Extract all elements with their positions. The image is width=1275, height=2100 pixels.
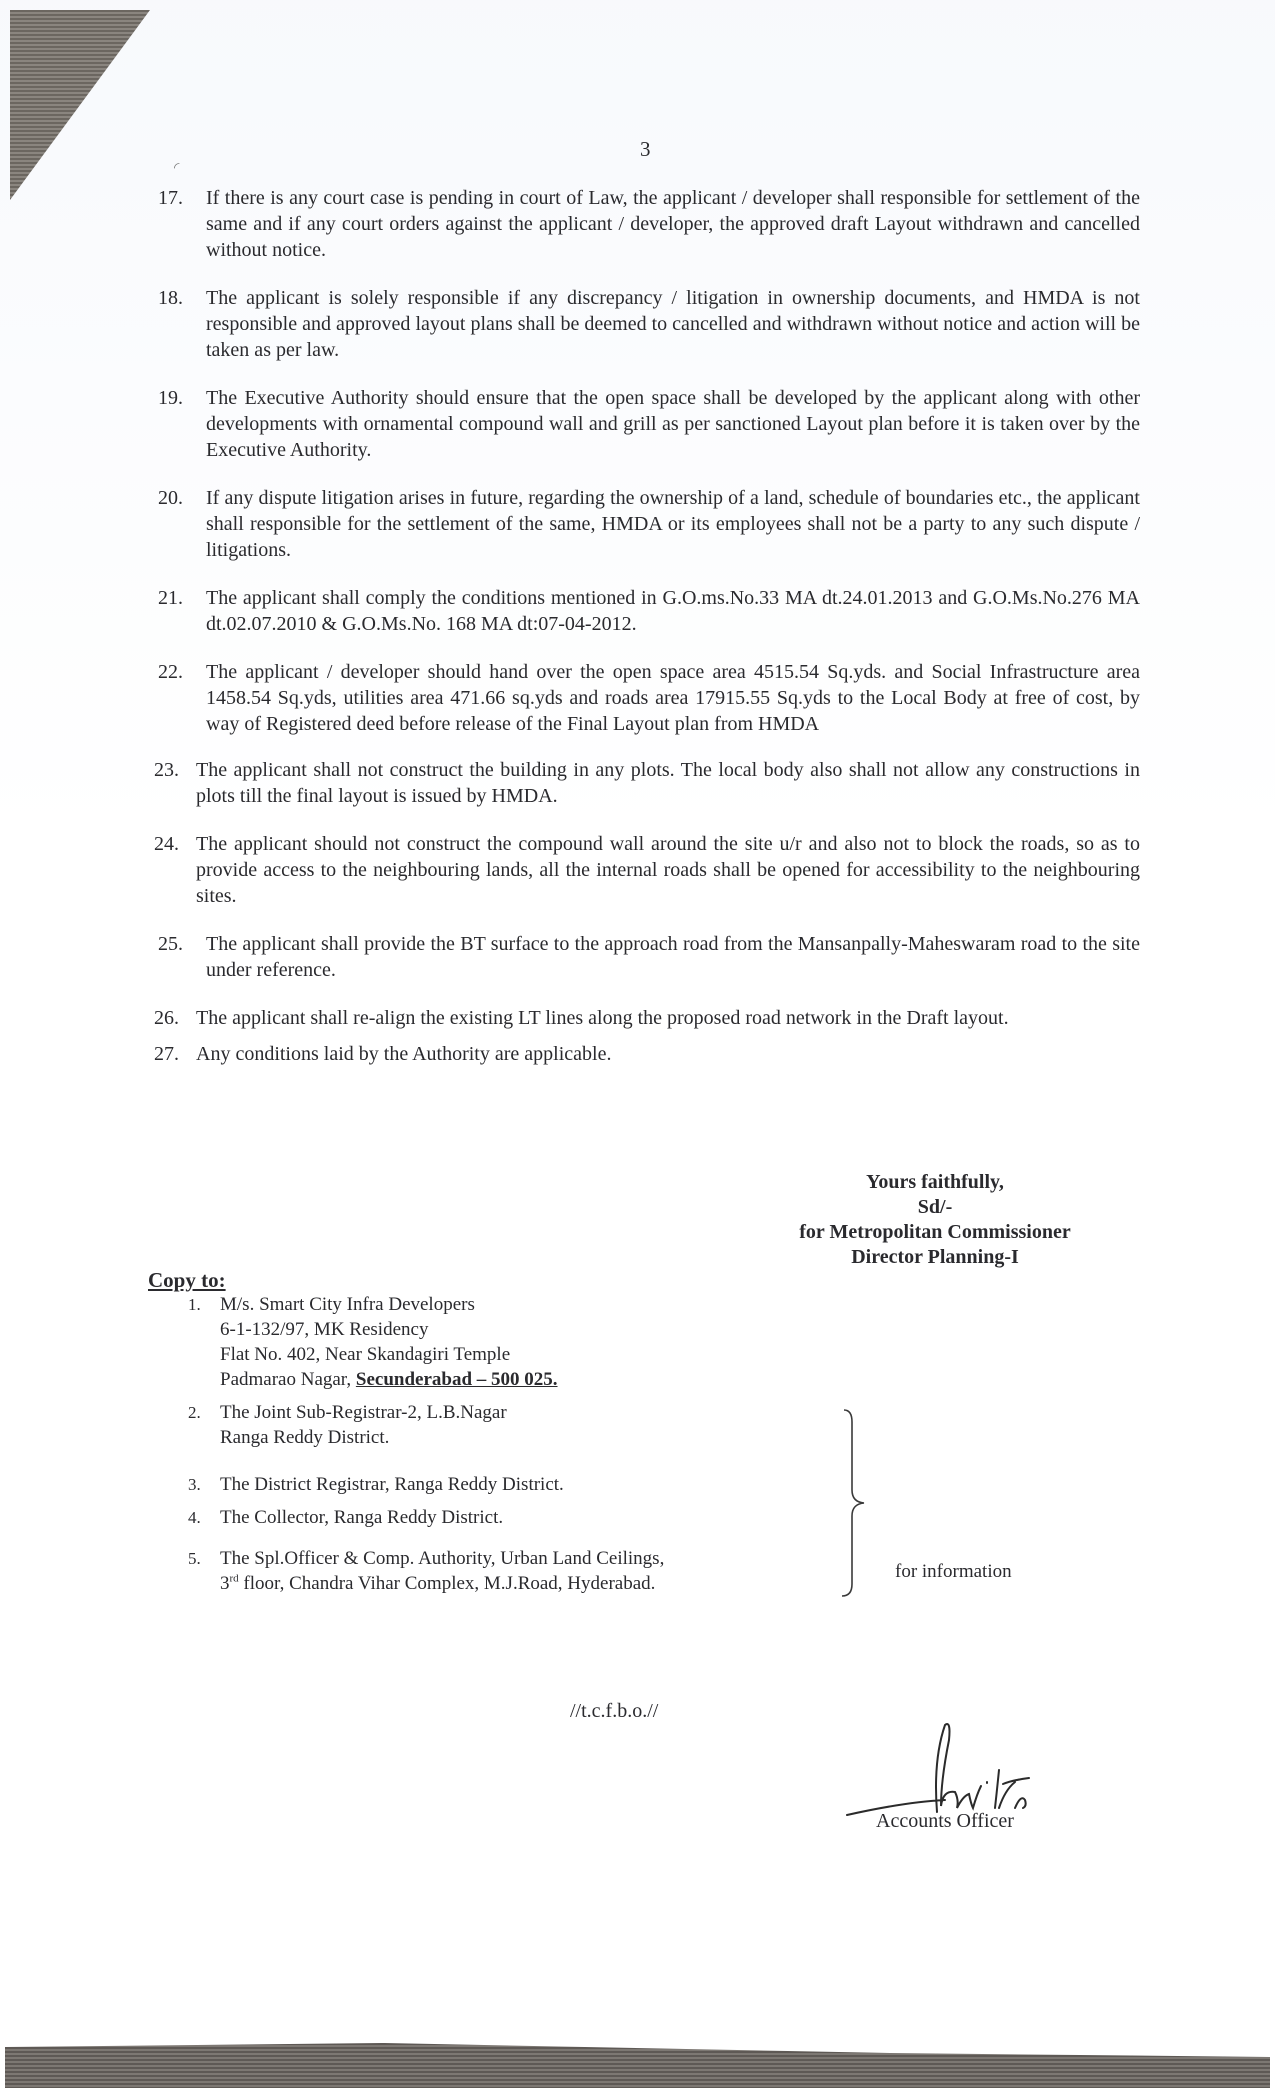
address-line: The Spl.Officer & Comp. Authority, Urban Land Ceilings, — [220, 1548, 665, 1569]
condition-item — [158, 931, 1140, 983]
copy-number: 5. — [188, 1549, 201, 1568]
copy-number: 1. — [188, 1295, 201, 1314]
condition-text: The applicant shall not construct the building in any plots. The local body also shall not allow any constructions in plots till the final layout is issued by HMDA. — [196, 759, 1140, 807]
page-number: 3 — [640, 137, 651, 161]
address-line — [220, 1571, 664, 1596]
copy-item — [180, 1400, 664, 1450]
right-brace-icon — [838, 1408, 878, 1598]
conditions-list — [154, 185, 1140, 1067]
condition-text: The Executive Authority should ensure that the open space shall be developed by the applicant along with other developments with ornamental compound wall and grill as per sanctioned Layout plan before it is taken over by the Executive Authority. — [206, 387, 1140, 461]
signature-icon — [845, 1720, 1065, 1820]
condition-item — [158, 659, 1140, 737]
copy-to-heading: Copy to: — [148, 1268, 226, 1292]
copy-number: 3. — [188, 1475, 201, 1494]
condition-text: If any dispute litigation arises in future, regarding the ownership of a land, schedule of boundaries etc., the applicant shall responsible for the settlement of the same, HMDA or its employees shall not be a party to any such dispute / litigations. — [206, 487, 1140, 561]
condition-text: The applicant is solely responsible if any discrepancy / litigation in ownership documents, and HMDA is not responsible and approved layout plans shall be deemed to cancelled and withdrawn without notice and action will be taken as per law. — [206, 287, 1140, 361]
address-line: Ranga Reddy District. — [220, 1427, 390, 1448]
floor-number: 3 — [220, 1573, 230, 1594]
condition-item — [154, 831, 1140, 909]
condition-item — [158, 185, 1140, 263]
copy-item — [180, 1505, 664, 1530]
condition-item — [158, 585, 1140, 637]
condition-number: 18. — [158, 287, 183, 309]
punch-hole-mark: ◜ — [174, 161, 180, 176]
condition-number: 20. — [158, 487, 183, 509]
condition-number: 26. — [154, 1007, 179, 1029]
signed-mark: Sd/- — [917, 1196, 953, 1218]
copy-number: 2. — [188, 1403, 201, 1422]
address-line: The Joint Sub-Registrar-2, L.B.Nagar — [220, 1402, 507, 1423]
condition-text: The applicant / developer should hand over the open space area 4515.54 Sq.yds. and Social Infrastructure area 1458.54 Sq.yds, utilities area 471.66 sq.yds and roads area 17915.55 Sq.yds to the Local Body at free of cost, by way of Registered deed before release of the Final Layout plan from HMDA — [206, 661, 1140, 735]
closing-block — [770, 1170, 1100, 1270]
condition-number: 23. — [154, 759, 179, 781]
address-line: The District Registrar, Ranga Reddy District. — [220, 1474, 564, 1495]
copy-item — [180, 1546, 664, 1596]
address-prefix: Padmarao Nagar, — [220, 1369, 356, 1390]
signatory-title: Accounts Officer — [876, 1810, 1014, 1832]
condition-item — [158, 385, 1140, 463]
designation: Director Planning-I — [851, 1246, 1019, 1268]
for-information-note: for information — [895, 1561, 1012, 1582]
address-line — [220, 1367, 664, 1392]
condition-text: Any conditions laid by the Authority are applicable. — [196, 1043, 612, 1065]
condition-number: 22. — [158, 661, 183, 683]
condition-number: 17. — [158, 187, 183, 209]
salutation: Yours faithfully, — [866, 1171, 1004, 1193]
copy-item — [180, 1472, 664, 1497]
condition-text: The applicant should not construct the compound wall around the site u/r and also not to block the roads, so as to provide access to the neighbouring lands, all the internal roads shall be opened for accessibility to the neighbouring sites. — [196, 833, 1140, 907]
true-copy-mark: //t.c.f.b.o.// — [570, 1700, 659, 1722]
address-line: 6-1-132/97, MK Residency — [220, 1319, 429, 1340]
condition-number: 21. — [158, 587, 183, 609]
copy-item — [180, 1292, 664, 1392]
address-city: Secunderabad – 500 025. — [355, 1369, 558, 1390]
address-rest: floor, Chandra Vihar Complex, M.J.Road, Hyderabad. — [238, 1573, 656, 1594]
condition-text: The applicant shall re-align the existing LT lines along the proposed road network in the Draft layout. — [196, 1007, 1009, 1029]
condition-text: The applicant shall provide the BT surface to the approach road from the Mansanpally-Maheswaram road to the site under reference. — [206, 933, 1140, 981]
condition-number: 24. — [154, 833, 179, 855]
condition-item — [158, 485, 1140, 563]
condition-number: 27. — [154, 1043, 179, 1065]
condition-item — [154, 1041, 1140, 1067]
ordinal-suffix: rd — [229, 1572, 239, 1585]
condition-number: 25. — [158, 933, 183, 955]
condition-number: 19. — [158, 387, 183, 409]
condition-item — [154, 1005, 1140, 1031]
scan-shadow-bottom — [5, 2035, 1270, 2088]
for-line: for Metropolitan Commissioner — [799, 1221, 1071, 1243]
address-line: Flat No. 402, Near Skandagiri Temple — [220, 1344, 511, 1365]
address-line: M/s. Smart City Infra Developers — [220, 1294, 475, 1315]
condition-item — [158, 285, 1140, 363]
condition-text: If there is any court case is pending in court of Law, the applicant / developer shall responsible for settlement of the same and if any court orders against the applicant / developer, the approved draft Layout withdrawn and cancelled without notice. — [206, 187, 1140, 261]
condition-item — [154, 757, 1140, 809]
address-line: The Collector, Ranga Reddy District. — [220, 1507, 504, 1528]
scan-shadow-corner — [10, 10, 150, 200]
condition-text: The applicant shall comply the conditions mentioned in G.O.ms.No.33 MA dt.24.01.2013 and G.O.Ms.No.276 MA dt.02.07.2010 & G.O.Ms.No. 168 MA dt:07-04-2012. — [206, 587, 1140, 635]
copy-to-list — [180, 1292, 664, 1596]
copy-number: 4. — [188, 1508, 201, 1527]
